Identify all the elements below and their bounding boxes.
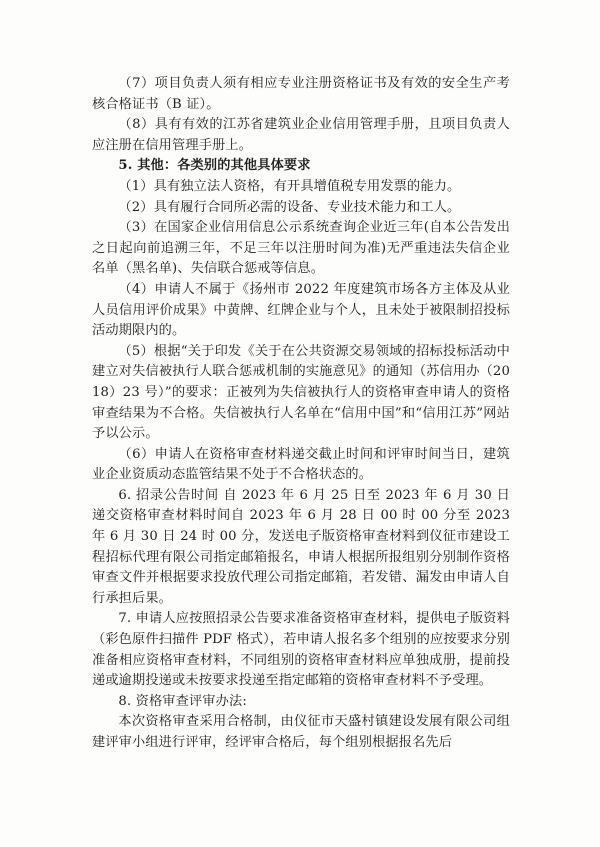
paragraph-section-7-materials: 7. 申请人应按照招录公告要求准备资格审查材料，提供电子版资料（彩色原件扫描件 PDF 格式），若申请人报名多个组别的应按要求分别准备相应资格审查材料，不同组别的资格审查材料应单独成册，提前投递或逾期投递或未按要求投递至指定邮箱的资格审查材料不予受理。 <box>92 611 510 689</box>
paragraph-req-7: （7）项目负责人须有相应专业注册资格证书及有效的安全生产考核合格证书（B 证）。 <box>92 76 510 112</box>
document-body <box>92 74 510 754</box>
paragraph-req-8: （8）具有有效的江苏省建筑业企业信用管理手册，且项目负责人应注册在信用管理手册上。 <box>92 117 510 153</box>
paragraph-other-5: （5）根据“关于印发《关于在公共资源交易领域的招标投标活动中建立对失信被执行人联合惩戒机制的实施意见》的通知（苏信用办（2018）23 号）”的要求：正被列为失信被执行人的资格审查申请人的资格审查结果为不合格。失信被执行人名单在“信用中国”和“信用江苏”网站予以公示。 <box>92 343 510 442</box>
paragraph-other-2: （2）具有履行合同所必需的设备、专业技术能力和工人。 <box>118 199 461 215</box>
paragraph-other-6: （6）申请人在资格审查材料递交截止时间和评审时间当日，建筑业企业资质动态监管结果不处于不合格状态的。 <box>92 446 510 483</box>
paragraph-section-8-body: 本次资格审查采用合格制，由仪征市天盛村镇建设发展有限公司组建评审小组进行评审，经评审合格后，每个组别根据报名先后 <box>92 714 510 750</box>
paragraph-other-1: （1）具有独立法人资格，有开具增值税专用发票的能力。 <box>118 178 461 194</box>
paragraph-other-3: （3）在国家企业信用信息公示系统查询企业近三年(自本公告发出之日起向前追溯三年，不足三年以注册时间为准)无严重违法失信企业名单（黑名单)、失信联合惩戒等信息。 <box>92 220 510 277</box>
paragraph-other-4: （4）申请人不属于《扬州市 2022 年度建筑市场各方主体及从业人员信用评价成果》中黄牌、红牌企业与个人，且未处于被限制招投标活动期限内的。 <box>92 281 510 339</box>
paragraph-section-8-heading: 8. 资格审查评审办法: <box>118 693 247 709</box>
paragraph-section-6-schedule: 6. 招录公告时间 自 2023 年 6 月 25 日至 2023 年 6 月 30 日递交资格审查材料时间自 2023 年 6 月 28 日 00 时 00 分至 2023 年 6 月 30 日 24 时 00 分，发送电子版资格审查材料到仪征市建设工程招标代理有限公司指定邮箱报名，申请人根据所报组别分别制作资格审查文件并根据要求投放代理公司指定邮箱，若发错、漏发由申请人自行承担后果。 <box>92 487 510 606</box>
section-heading-other-requirements: 5. 其他：各类别的其他具体要求 <box>118 158 311 174</box>
